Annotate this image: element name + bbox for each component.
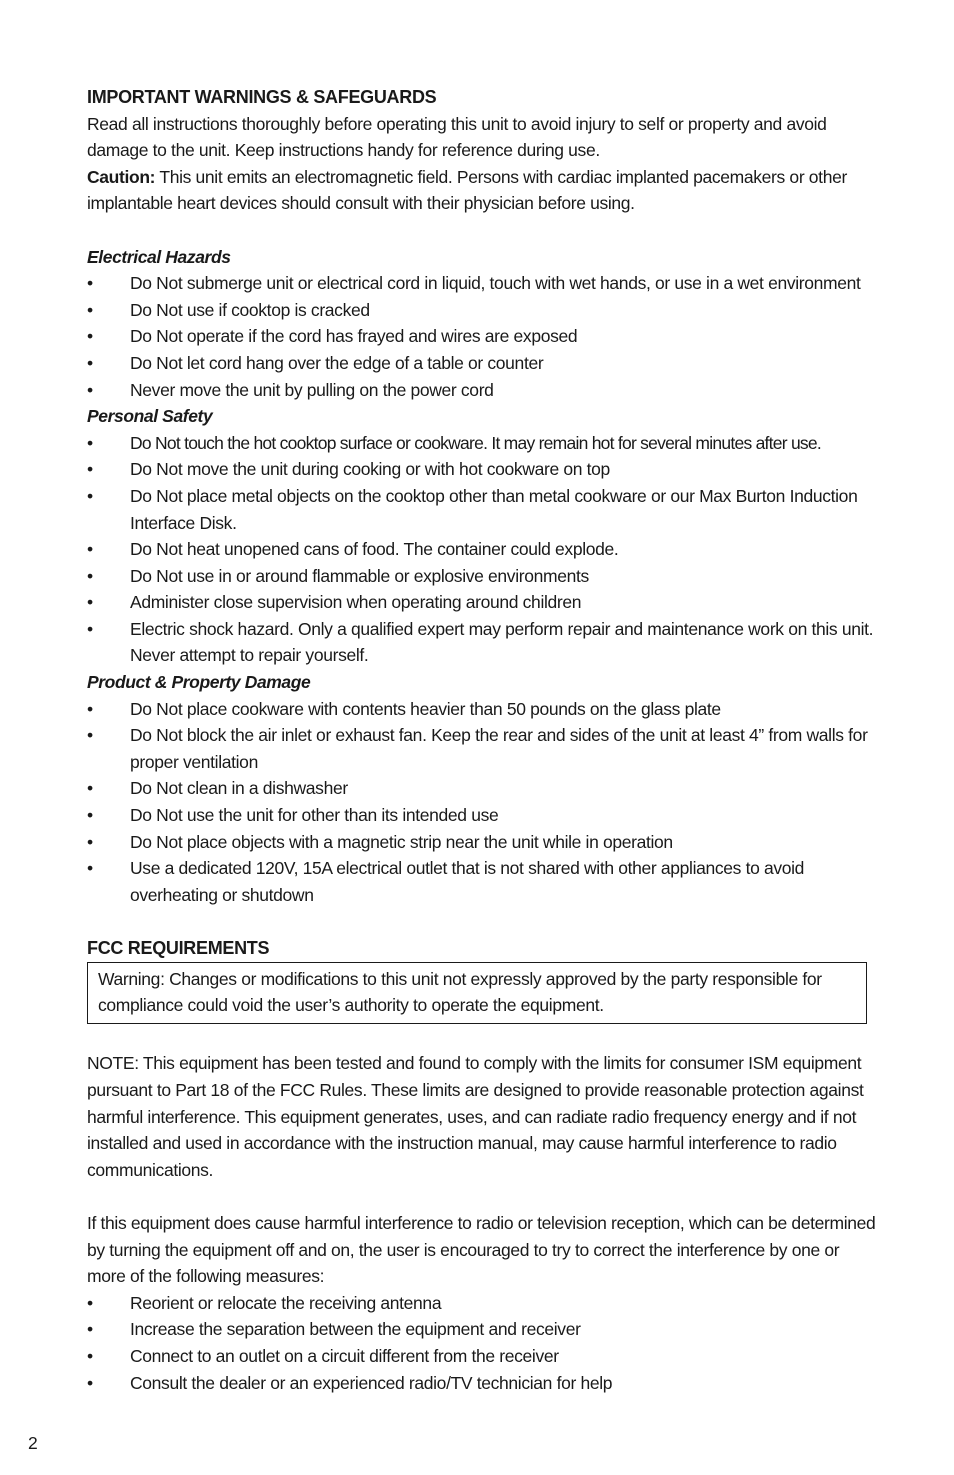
caution-label: Caution:: [87, 166, 156, 187]
list-item-text: Administer close supervision when operating around children: [130, 592, 582, 613]
caution-paragraph: [87, 164, 877, 217]
list-item-text: Do Not use in or around flammable or explosive environments: [130, 565, 589, 586]
list-item-text: Use a dedicated 120V, 15A electrical outlet that is not shared with other appliances to avoid overheating or shutdown: [130, 858, 805, 905]
bullet-icon: •: [87, 805, 93, 826]
bullet-icon: •: [87, 831, 93, 852]
list-item-text: Increase the separation between the equipment and receiver: [130, 1319, 581, 1340]
bullet-icon: •: [87, 326, 93, 347]
bullet-icon: •: [87, 1319, 93, 1340]
list-item-text: Electric shock hazard. Only a qualified expert may perform repair and maintenance work on this unit. Never attempt to repair yourself.: [130, 618, 874, 666]
list-item-text: Do Not operate if the cord has frayed and wires are exposed: [130, 326, 578, 347]
bullet-icon: •: [87, 352, 93, 373]
bullet-icon: •: [87, 698, 93, 719]
list-item: [87, 616, 877, 669]
warnings-intro: Read all instructions thoroughly before operating this unit to avoid injury to self or property and avoid damage to the unit. Keep instructions handy for reference during use.: [87, 113, 827, 161]
caution-text: This unit emits an electromagnetic field. Persons with cardiac implanted pacemakers or other implantable heart devices should consult with their physician before using.: [87, 166, 847, 214]
spacer: [87, 217, 877, 244]
list-item: [87, 855, 877, 908]
electrical-hazards-list: [87, 270, 877, 403]
bullet-icon: •: [87, 725, 93, 746]
bullet-icon: •: [87, 539, 93, 560]
list-item: [87, 775, 877, 802]
fcc-measures-list: [87, 1290, 877, 1396]
bullet-icon: •: [87, 273, 93, 294]
list-item: [87, 1316, 877, 1343]
list-item-text: Do Not use the unit for other than its intended use: [130, 805, 499, 826]
bullet-icon: •: [87, 618, 93, 639]
list-item-text: Do Not touch the hot cooktop surface or cookware. It may remain hot for several minutes after use.: [130, 432, 822, 453]
list-item-text: Do Not place cookware with contents heavier than 50 pounds on the glass plate: [130, 698, 721, 719]
list-item: [87, 1370, 877, 1397]
bullet-icon: •: [87, 432, 93, 453]
fcc-heading: FCC REQUIREMENTS: [87, 938, 270, 958]
list-item-text: Do Not heat unopened cans of food. The container could explode.: [130, 539, 619, 560]
bullet-icon: •: [87, 565, 93, 586]
list-item-text: Do Not use if cooktop is cracked: [130, 299, 370, 320]
bullet-icon: •: [87, 778, 93, 799]
property-damage-heading: Product & Property Damage: [87, 672, 311, 693]
bullet-icon: •: [87, 459, 93, 480]
bullet-icon: •: [87, 858, 93, 879]
list-item: [87, 1290, 877, 1317]
list-item-text: Never move the unit by pulling on the power cord: [130, 379, 494, 400]
warnings-heading: IMPORTANT WARNINGS & SAFEGUARDS: [87, 87, 437, 107]
bullet-icon: •: [87, 1345, 93, 1366]
list-item: [87, 536, 877, 563]
fcc-note: NOTE: This equipment has been tested and found to comply with the limits for consumer ISM equipment pursuant to Part 18 of the FCC Rules. These limits are designed to provide reasonable protection against harmful interference. This equipment generates, uses, and can radiate radio frequency energy and if not installed and used in accordance with the instruction manual, may cause harmful interference to radio communications.: [87, 1053, 864, 1180]
list-item: [87, 323, 877, 350]
personal-safety-heading: Personal Safety: [87, 406, 213, 427]
bullet-icon: •: [87, 299, 93, 320]
list-item: [87, 563, 877, 590]
bullet-icon: •: [87, 485, 93, 506]
personal-safety-list: [87, 430, 877, 669]
list-item-text: Reorient or relocate the receiving antenna: [130, 1292, 442, 1313]
list-item: [87, 1343, 877, 1370]
list-item: [87, 297, 877, 324]
list-item-text: Connect to an outlet on a circuit different from the receiver: [130, 1345, 559, 1366]
list-item: [87, 270, 877, 297]
list-item-text: Do Not let cord hang over the edge of a table or counter: [130, 352, 544, 373]
spacer: [87, 1183, 877, 1210]
list-item-text: Do Not move the unit during cooking or with hot cookware on top: [130, 459, 610, 480]
list-item: [87, 483, 877, 536]
list-item-text: Do Not submerge unit or electrical cord in liquid, touch with wet hands, or use in a wet environment: [130, 273, 861, 294]
list-item: [87, 722, 877, 775]
list-item: [87, 456, 877, 483]
property-damage-list: [87, 696, 877, 909]
spacer: [87, 1024, 877, 1051]
list-item: [87, 430, 877, 457]
list-item: [87, 589, 877, 616]
bullet-icon: •: [87, 1372, 93, 1393]
list-item: [87, 350, 877, 377]
list-item: [87, 829, 877, 856]
list-item-text: Do Not place objects with a magnetic strip near the unit while in operation: [130, 831, 673, 852]
list-item: [87, 802, 877, 829]
fcc-warning-box: Warning: Changes or modifications to this unit not expressly approved by the party responsible for compliance could void the user’s authority to operate the equipment.: [87, 962, 867, 1024]
electrical-hazards-heading: Electrical Hazards: [87, 246, 231, 267]
list-item-text: Consult the dealer or an experienced radio/TV technician for help: [130, 1372, 613, 1393]
manual-page: [87, 84, 877, 1396]
list-item-text: Do Not clean in a dishwasher: [130, 778, 348, 799]
bullet-icon: •: [87, 592, 93, 613]
list-item-text: Do Not place metal objects on the cooktop other than metal cookware or our Max Burton Induction Interface Disk.: [130, 485, 858, 533]
list-item: [87, 696, 877, 723]
bullet-icon: •: [87, 379, 93, 400]
list-item: [87, 377, 877, 404]
fcc-interference-intro: If this equipment does cause harmful interference to radio or television reception, which can be determined by turning the equipment off and on, the user is encouraged to try to correct the interference by one or more of the following measures:: [87, 1212, 876, 1287]
page-number: 2: [28, 1433, 38, 1453]
bullet-icon: •: [87, 1292, 93, 1313]
list-item-text: Do Not block the air inlet or exhaust fan. Keep the rear and sides of the unit at least 4” from walls for proper ventilation: [130, 725, 868, 772]
